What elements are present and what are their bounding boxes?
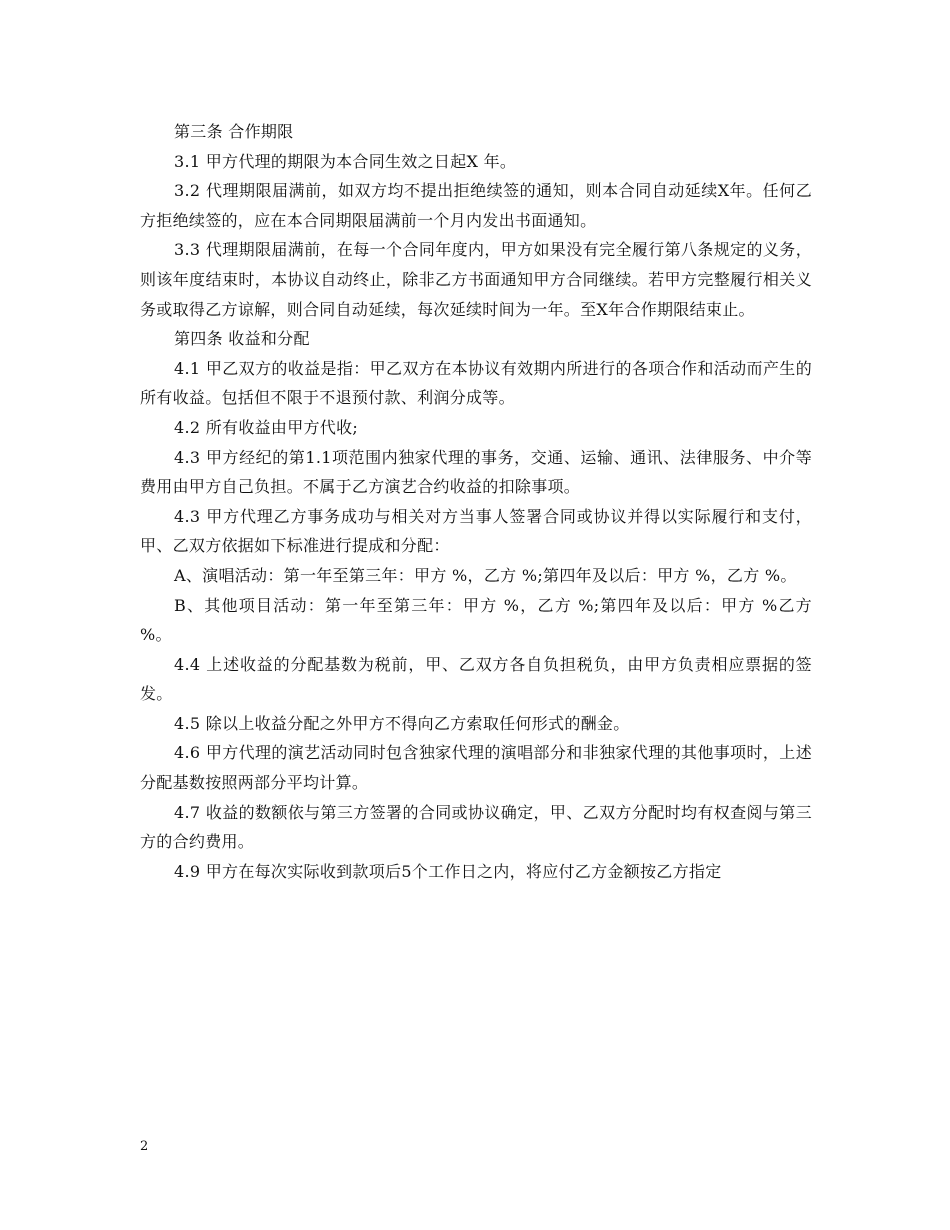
- clause-4-7: 4.7 收益的数额依与第三方签署的合同或协议确定，甲、乙双方分配时均有权查阅与第三方的合约费用。: [140, 802, 812, 852]
- clause-4-9: 4.9 甲方在每次实际收到款项后5个工作日之内，将应付乙方金额按乙方指定: [174, 861, 722, 881]
- clause-4-2: 4.2 所有收益由甲方代收;: [174, 417, 359, 437]
- article-3-heading: 第三条 合作期限: [174, 122, 294, 141]
- document-body: [140, 117, 812, 886]
- clause-4-4: 4.4 上述收益的分配基数为税前，甲、乙双方各自负担税负，由甲方负责相应票据的签发。: [140, 654, 812, 704]
- clause-4-3-b: 4.3 甲方代理乙方事务成功与相关对方当事人签署合同或协议并得以实际履行和支付，甲、乙双方依据如下标准进行提成和分配：: [140, 506, 812, 556]
- clause-4-6: 4.6 甲方代理的演艺活动同时包含独家代理的演唱部分和非独家代理的其他事项时，上述分配基数按照两部分平均计算。: [140, 743, 812, 793]
- article-4-heading: 第四条 收益和分配: [174, 329, 310, 349]
- clause-4-5: 4.5 除以上收益分配之外甲方不得向乙方索取任何形式的酬金。: [174, 713, 630, 733]
- clause-3-1: 3.1 甲方代理的期限为本合同生效之日起X 年。: [174, 151, 517, 171]
- item-a-singing: A、演唱活动：第一年至第三年：甲方 %，乙方 %;第四年及以后：甲方 %，乙方 %。: [174, 565, 797, 585]
- clause-4-1: 4.1 甲乙双方的收益是指：甲乙双方在本协议有效期内所进行的各项合作和活动而产生的所有收益。包括但不限于不退预付款、利润分成等。: [140, 358, 812, 408]
- clause-4-3-a: 4.3 甲方经纪的第1.1项范围内独家代理的事务，交通、运输、通讯、法律服务、中介等费用由甲方自己负担。不属于乙方演艺合约收益的扣除事项。: [140, 447, 812, 497]
- page-number: 2: [140, 1139, 149, 1154]
- item-b-other: B、其他项目活动：第一年至第三年：甲方 %，乙方 %;第四年及以后：甲方 %乙方 %。: [140, 595, 812, 645]
- clause-3-3: 3.3 代理期限届满前，在每一个合同年度内，甲方如果没有完全履行第八条规定的义务，则该年度结束时，本协议自动终止，除非乙方书面通知甲方合同继续。若甲方完整履行相关义务或取得乙方谅解，则合同自动延续，每次延续时间为一年。至X年合作期限结束止。: [140, 240, 812, 319]
- clause-3-2: 3.2 代理期限届满前，如双方均不提出拒绝续签的通知，则本合同自动延续X年。任何乙方拒绝续签的，应在本合同期限届满前一个月内发出书面通知。: [140, 181, 812, 230]
